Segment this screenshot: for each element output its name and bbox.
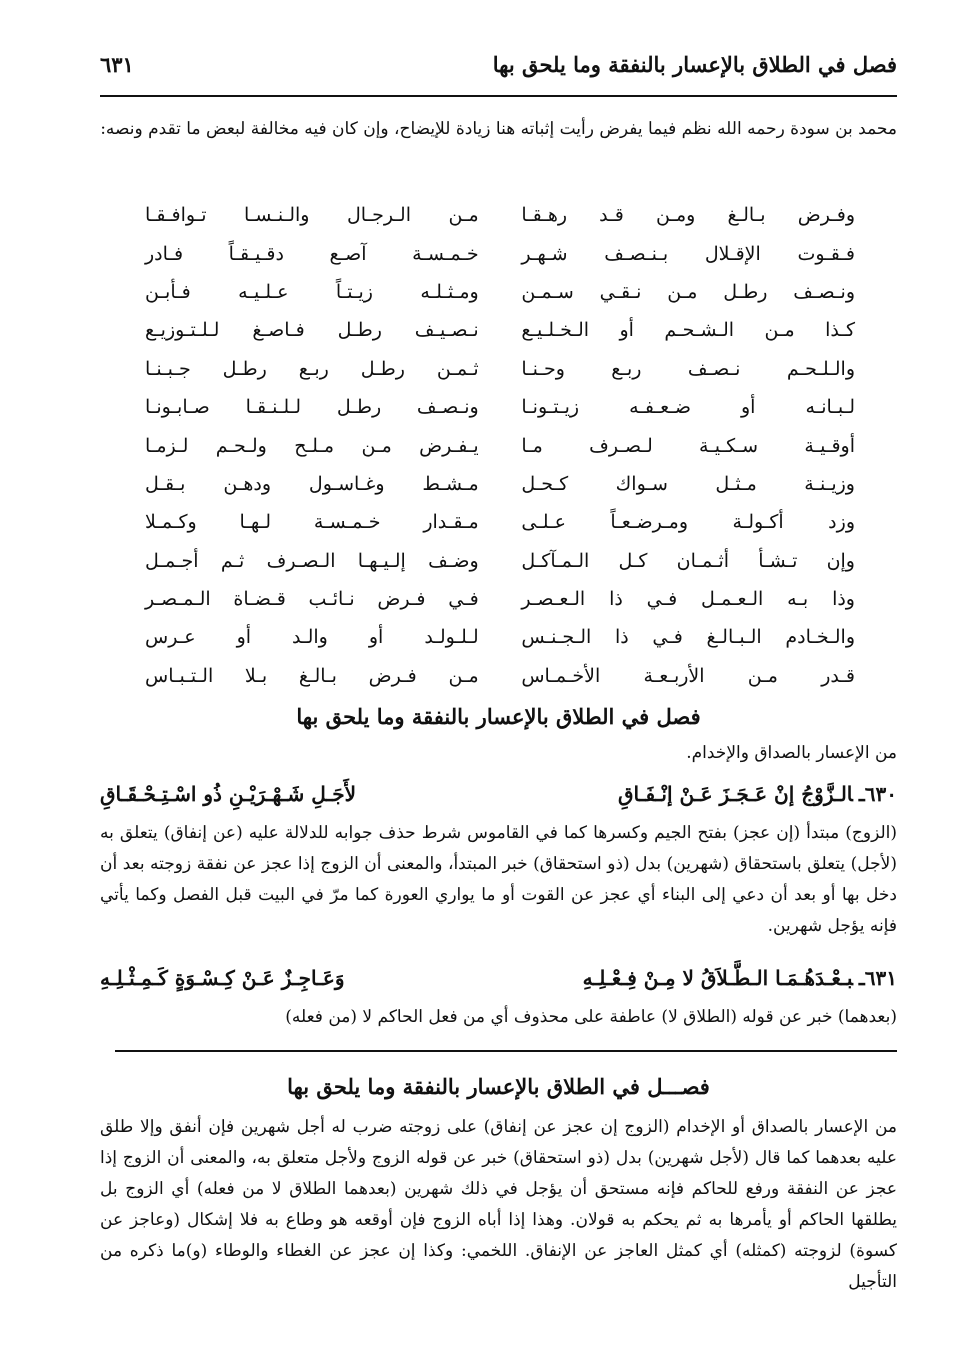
page-number: ٦٣١ [100,52,134,77]
hemistich-right: كـذا مـن الـشـحـم أو الـخـلـيـع [521,319,855,342]
poem-line [145,196,855,234]
verse-right-hemistich [583,966,897,990]
verse-number: ٦٣١ـ [858,966,897,990]
hemistich-left: ثـمـن رطـل ربـع رطـل جـبـنـا [145,357,479,380]
hemistich-right: وزيـنـة مـثـل سـواك كـحـل [521,472,855,495]
verse-left-hemistich: لأَجَـلِ شَـهْـرَيْـنِ ذُو اسْـتِـحْـقَـاقِ [100,782,357,806]
verse-text: بـعْـدَهُـمَـا الـطَّـلاَقُ لا مِـنْ فِـعْـلِـهِ [582,966,853,990]
poem-line [145,234,855,272]
hemistich-right: لـبـانـه أو ضـعـفـه زيـتـونـا [521,396,855,419]
section-divider [115,1050,897,1052]
hemistich-right: والـلـحـم نـصـف ربـع وحـنـا [521,357,855,380]
poem-line [145,388,855,426]
commentary-630: (الزوج) مبتدأ (إن عجز) بفتح الجيم وكسرها كما في القاموس شرط حذف جوابه للدلالة عليه (عن إنفاق) يتعلق به (لأجل) يتعلق باستحقاق (شهرين) بدل (ذو استحقاق) خبر المبتدأ، والمعنى أن الزوج إذا عجز عن نفقة زوجته بعد أن دخل بها أو بعد أن دعي إلى البناء أي عجز عن القوت أو ما يواري العورة كما مرّ في البيت قبل الفصل وكما يأتي فإنه يؤجل شهرين. [100,823,897,936]
hemistich-right: قـدر مـن الأربـعـة الأخـمـاس [521,664,855,687]
hemistich-right: والـخـادم الـبـالـغ فـي ذا الـجـنـس [521,626,855,649]
page-header [100,44,897,84]
running-title: فصل في الطلاق بالإعسار بالنفقة وما يلحق بها [492,52,897,77]
section-title: فصل في الطلاق بالإعسار بالنفقة وما يلحق بها [296,704,701,729]
hemistich-left: مـقـدار خـمـسـة لـهـا وكـمـلا [145,511,479,534]
poem-line [145,465,855,503]
hemistich-right: وزد أكـولـة ومـرضـعـاً عـلـى [521,511,855,534]
verse-630 [100,782,897,806]
poem-line [145,580,855,618]
commentary-631: (بعدهما) خبر عن قوله (الطلاق لا) عاطفة على محذوف أي من فعل الحاكم لا (من فعله) [285,1007,897,1027]
hemistich-left: خـمـسـة آصـع دقـيـقـاً فـادر [145,242,479,265]
hemistich-left: نـصـيـف رطـل فـاصـغ لـلـتـوزيـع [145,319,479,342]
poem-line [145,503,855,541]
verse-631 [100,966,897,990]
hemistich-left: يـفـرض مـن مـلـح ولـحـم لـزمـا [145,434,479,457]
poem-line [145,426,855,464]
poem-line [145,618,855,656]
hemistich-right: أوقـيـة سـكـيـة لـصـرف مـا [521,434,855,457]
hemistich-left: وضـف إلـيـهـا الـصـرف ثـم أجـمـل [145,549,479,572]
poem-line [145,542,855,580]
verse-number: ٦٣٠ـ [858,782,897,806]
header-rule [100,95,897,97]
hemistich-left: ومـثـلـه زيـتـاً عـلـيـه فـأبـن [145,280,479,303]
verse-right-hemistich [618,782,897,806]
hemistich-right: فـقـوت الإقـلال بـنـصـف شـهـر [521,242,855,265]
poem-line [145,350,855,388]
poem-line [145,273,855,311]
hemistich-right: ونـصـف رطـل مـن نـقـي سـمـن [521,280,855,303]
poem-line [145,311,855,349]
body-paragraph: من الإعسار بالصداق أو الإخدام (الزوج إن عجز عن إنفاق) على زوجته ضرب له أجل شهرين فإن أنفق وإلا طلق عليه بعدهما كما قال (لأجل شهرين) بدل (ذو استحقاق) خبر عن قوله الزوج ولأجل متعلق به، والمعنى أن الزوج إذا عجز عن النفقة ورفع للحاكم فإنه مستحق أن يؤجل في ذلك شهرين (بعدهما الطلاق لا من فعله) أي الزوج بل يطلقها الحاكم أو يأمرها به ثم يحكم به قولان. وهذا إذا أباه الزوج فإن أوقعه هو وطاع به فلا إشكال (وعاجز عن كسوة) لزوجته (كمثله) أي كمثل العاجز عن الإنفاق. اللخمي: وكذا إن عجز عن الغطاء والوطاء (و)ما ذكره من التأجيل [100,1117,897,1292]
hemistich-right: وإن تـشـأ أثـمـان كـل الـمـآكـل [521,549,855,572]
hemistich-left: مـن فـرض بـالـغ بـلا الـتـبـاس [145,664,479,687]
hemistich-right: وفـرض بـالـغ ومـن قـد رهـقـا [521,204,855,227]
poem-line [145,657,855,695]
section-title-2: فصـــل في الطلاق بالإعسار بالنفقة وما يلحق بها [287,1074,710,1099]
hemistich-left: ونـصـف رطـل لـلـنـقـا صـابـونـا [145,396,479,419]
hemistich-right: وذا بـه الـعـمـل فـي ذا الـعـصـر [521,588,855,611]
hemistich-left: مـشـط وغـاسـول ودهـن بـقـل [145,472,479,495]
poem [145,196,855,695]
intro-paragraph: محمد بن سودة رحمه الله نظم فيما يفرض رأيت إثباته هنا زيادة للإيضاح، وإن كان فيه مخالفة لبعض ما تقدم ونصه: [100,119,897,139]
hemistich-left: فـي فـرض نـائـب قـضـاة الـمـصـر [145,588,479,611]
verse-left-hemistich: وَعَـاجِـزٌ عَـنْ كِـسْـوَةٍ كَـمِـثْـلِـهِ [100,966,345,990]
hemistich-left: لـلـولـد أو والـد أو عـرس [145,626,479,649]
hemistich-left: مـن الـرجـال والـنـسـا تـوافـقـا [145,204,479,227]
verse-text: الـزَّوْجُ إنْ عَـجَـزَ عَـنْ إنْـفَـاقِ [617,782,853,806]
section-subtitle: من الإعسار بالصداق والإخدام. [686,743,897,763]
